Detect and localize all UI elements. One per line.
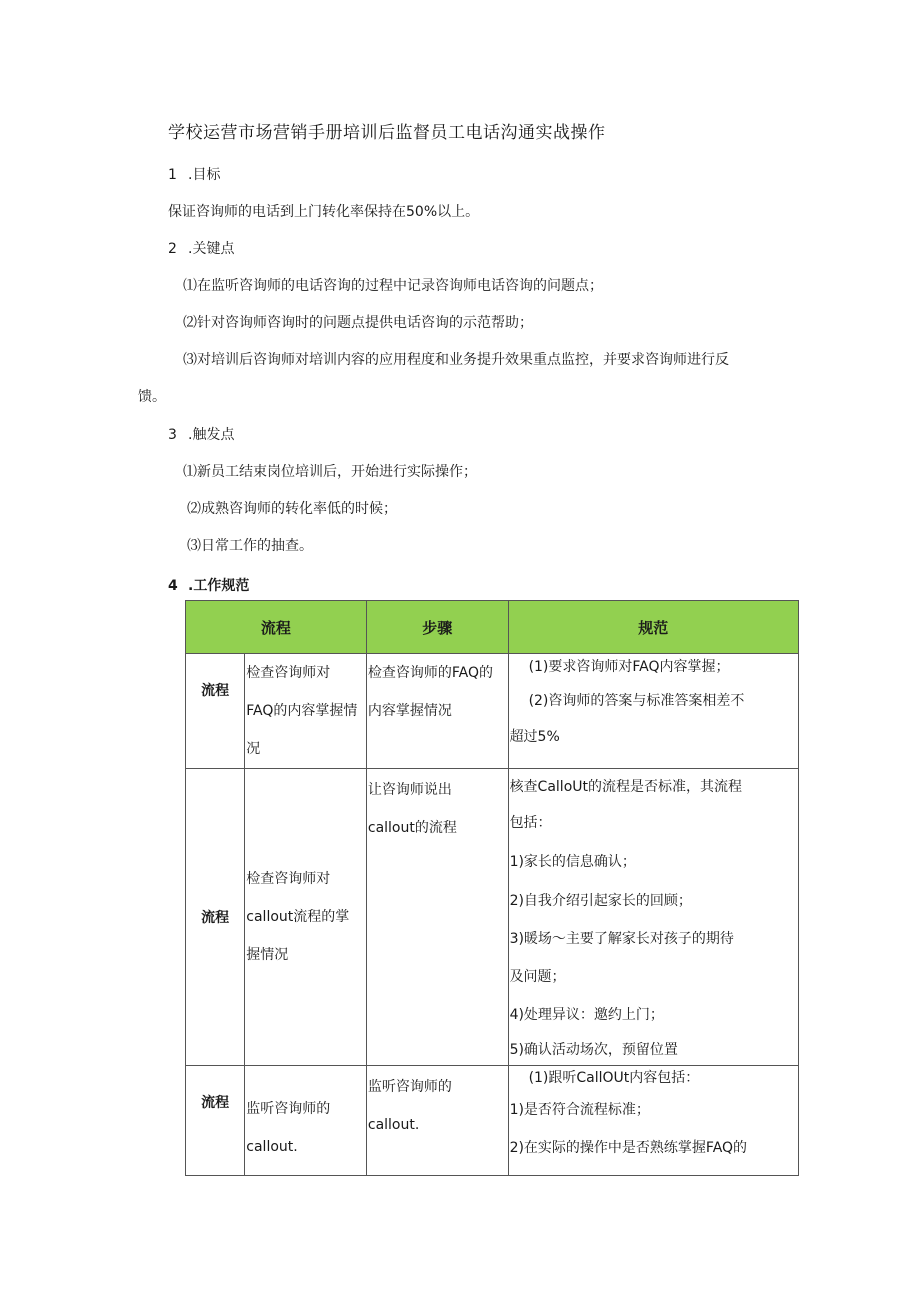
table-row <box>186 1066 799 1176</box>
page-title: 学校运营市场营销手册培训后监督员工电话沟通实战操作 <box>168 123 606 143</box>
work-spec-table <box>185 600 799 1176</box>
step-cell: 监听咨询师的 callout. <box>366 1066 508 1176</box>
trigger-2: ⑵成熟咨询师的转化率低的时候； <box>187 501 397 517</box>
header-process: 流程 <box>186 601 367 654</box>
process-cell: 检查咨询师对 FAQ的内容掌握情 况 <box>245 654 367 769</box>
trigger-1: ⑴新员工结束岗位培训后，开始进行实际操作； <box>183 464 477 480</box>
section-heading-2: 2 .关键点 <box>168 241 235 257</box>
key-point-1: ⑴在监听咨询师的电话咨询的过程中记录咨询师电话咨询的问题点； <box>183 278 603 294</box>
flow-label: 流程 <box>186 769 245 1066</box>
trigger-3: ⑶日常工作的抽查。 <box>187 538 313 554</box>
flow-label: 流程 <box>186 1066 245 1176</box>
step-cell: 检查咨询师的FAQ的 内容掌握情况 <box>366 654 508 769</box>
key-point-3: ⑶对培训后咨询师对培训内容的应用程度和业务提升效果重点监控，并要求咨询师进行反 <box>183 352 729 368</box>
process-cell: 监听咨询师的 callout. <box>245 1066 367 1176</box>
flow-label: 流程 <box>186 654 245 769</box>
section-heading-3: 3 .触发点 <box>168 427 235 443</box>
process-cell: 检查咨询师对 callout流程的掌 握情况 <box>245 769 367 1066</box>
norm-cell: (1)要求咨询师对FAQ内容掌握； (2)咨询师的答案与标准答案相差不 超过5% <box>508 654 798 769</box>
table-header-row <box>186 601 799 654</box>
table-row <box>186 654 799 769</box>
norm-cell: 核查CalloUt的流程是否标准，其流程 包括： 1)家长的信息确认； 2)自我介绍引起家长的回顾； 3)暖场～主要了解家长对孩子的期待 及问题； 4)处理异议：邀约上门； 5)确认活动场次，预留位置 <box>508 769 798 1066</box>
section-heading-1: 1 .目标 <box>168 167 221 183</box>
step-cell: 让咨询师说出 callout的流程 <box>366 769 508 1066</box>
key-point-2: ⑵针对咨询师咨询时的问题点提供电话咨询的示范帮助； <box>183 315 533 331</box>
goal-text: 保证咨询师的电话到上门转化率保持在50%以上。 <box>168 204 480 220</box>
norm-cell: (1)跟听CallOUt内容包括： 1)是否符合流程标准； 2)在实际的操作中是否熟练掌握FAQ的 <box>508 1066 798 1176</box>
table-row <box>186 769 799 1066</box>
key-point-3-cont: 馈。 <box>138 389 166 405</box>
header-norm: 规范 <box>508 601 798 654</box>
section-heading-4: 4 .工作规范 <box>168 578 250 594</box>
header-step: 步骤 <box>366 601 508 654</box>
